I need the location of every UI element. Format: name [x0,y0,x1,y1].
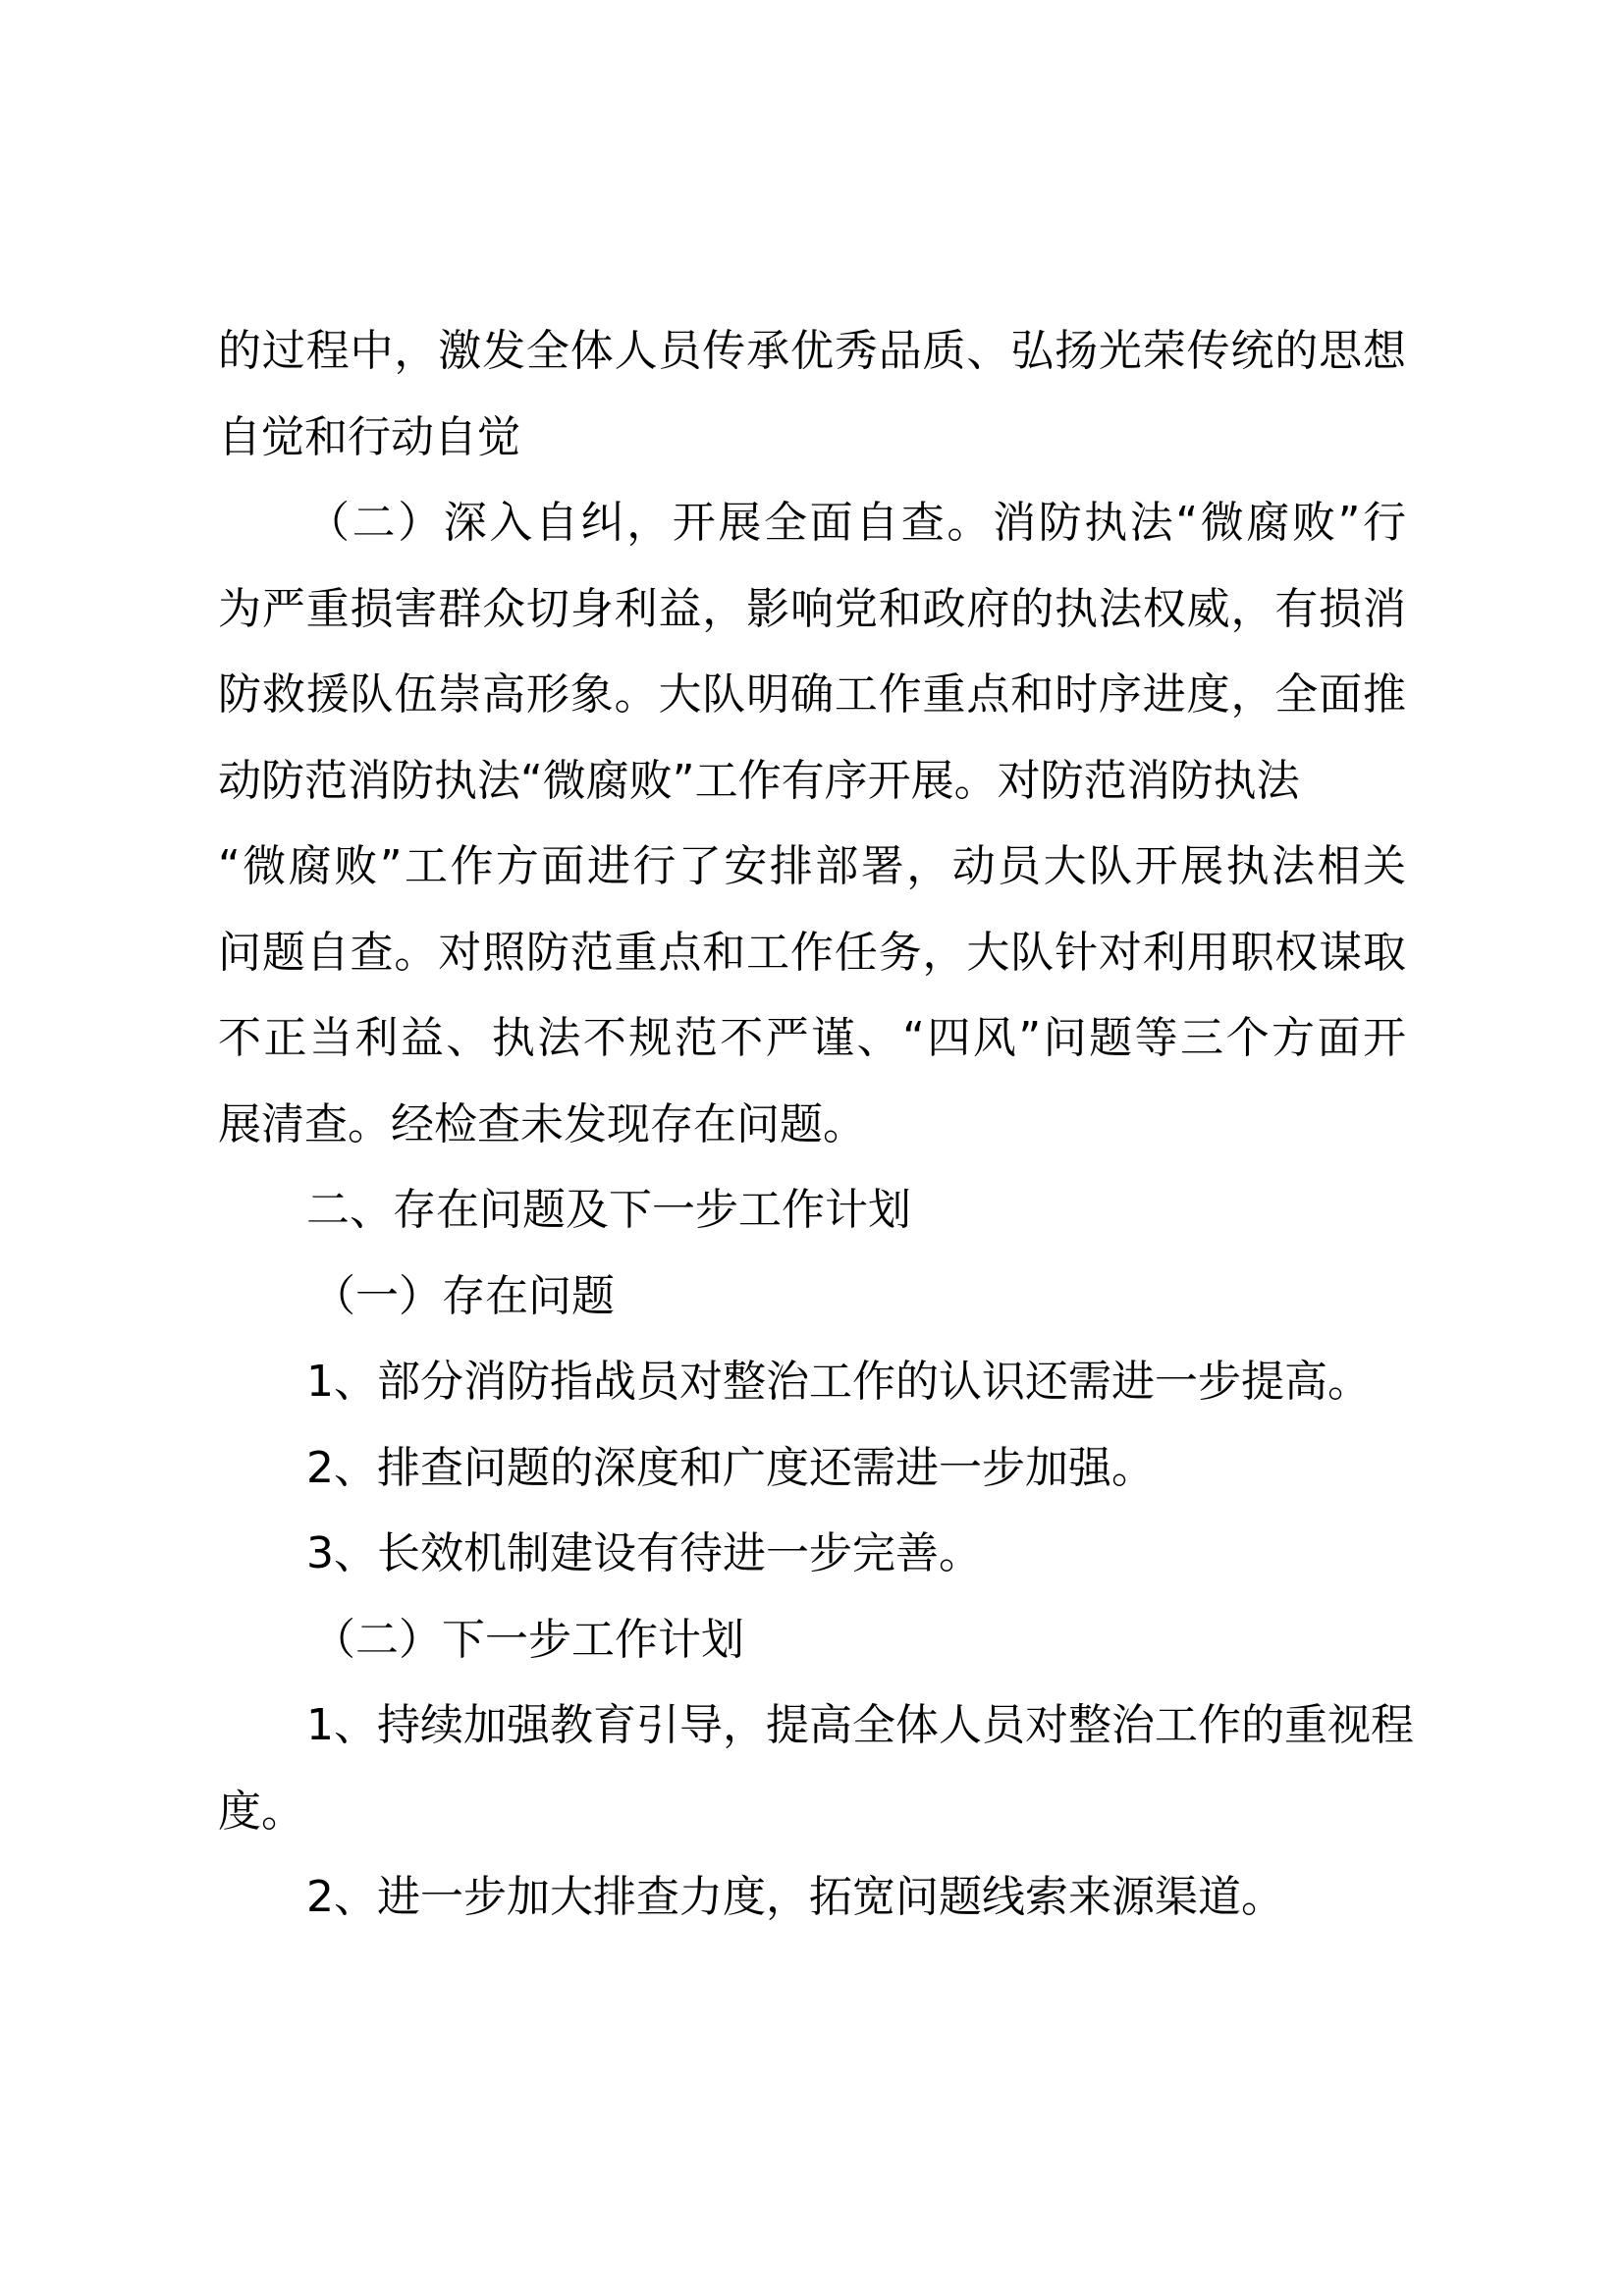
subheading-existing-problems: （一）存在问题 [312,1271,615,1321]
paragraph-line: 为严重损害群众切身利益，影响党和政府的执法权威，有损消 [218,584,1406,634]
paragraph-line: 不正当利益、执法不规范不严谨、“四风”问题等三个方面开 [218,1013,1406,1063]
paragraph-line: 的过程中，激发全体人员传承优秀品质、弘扬光荣传统的思想 [218,326,1406,376]
list-item: 3、长效机制建设有待进一步完善。 [306,1528,982,1578]
subheading-next-steps: （二）下一步工作计划 [312,1615,744,1665]
paragraph-line: 自觉和行动自觉 [218,412,520,462]
section-heading-self-inspection: （二）深入自纠，开展全面自查。消防执法“微腐败”行 [306,498,1406,548]
paragraph-line: “微腐败”工作方面进行了安排部署，动员大队开展执法相关 [218,841,1406,891]
list-item-continuation: 度。 [218,1787,304,1837]
paragraph-line: 防救援队伍崇高形象。大队明确工作重点和时序进度，全面推 [218,669,1406,720]
paragraph-line: 展清查。经检查未发现存在问题。 [218,1099,866,1149]
paragraph-line: 动防范消防执法“微腐败”工作有序开展。对防范消防执法 [218,756,1300,806]
list-item: 2、进一步加大排查力度，拓宽问题线索来源渠道。 [306,1872,1284,1922]
list-item: 2、排查问题的深度和广度还需进一步加强。 [306,1443,1155,1493]
list-item: 1、部分消防指战员对整治工作的认识还需进一步提高。 [306,1357,1371,1407]
list-item: 1、持续加强教育引导，提高全体人员对整治工作的重视程 [306,1700,1414,1750]
section-heading-problems-and-plan: 二、存在问题及下一步工作计划 [306,1185,911,1235]
paragraph-line: 问题自查。对照防范重点和工作任务，大队针对利用职权谋取 [218,928,1406,978]
